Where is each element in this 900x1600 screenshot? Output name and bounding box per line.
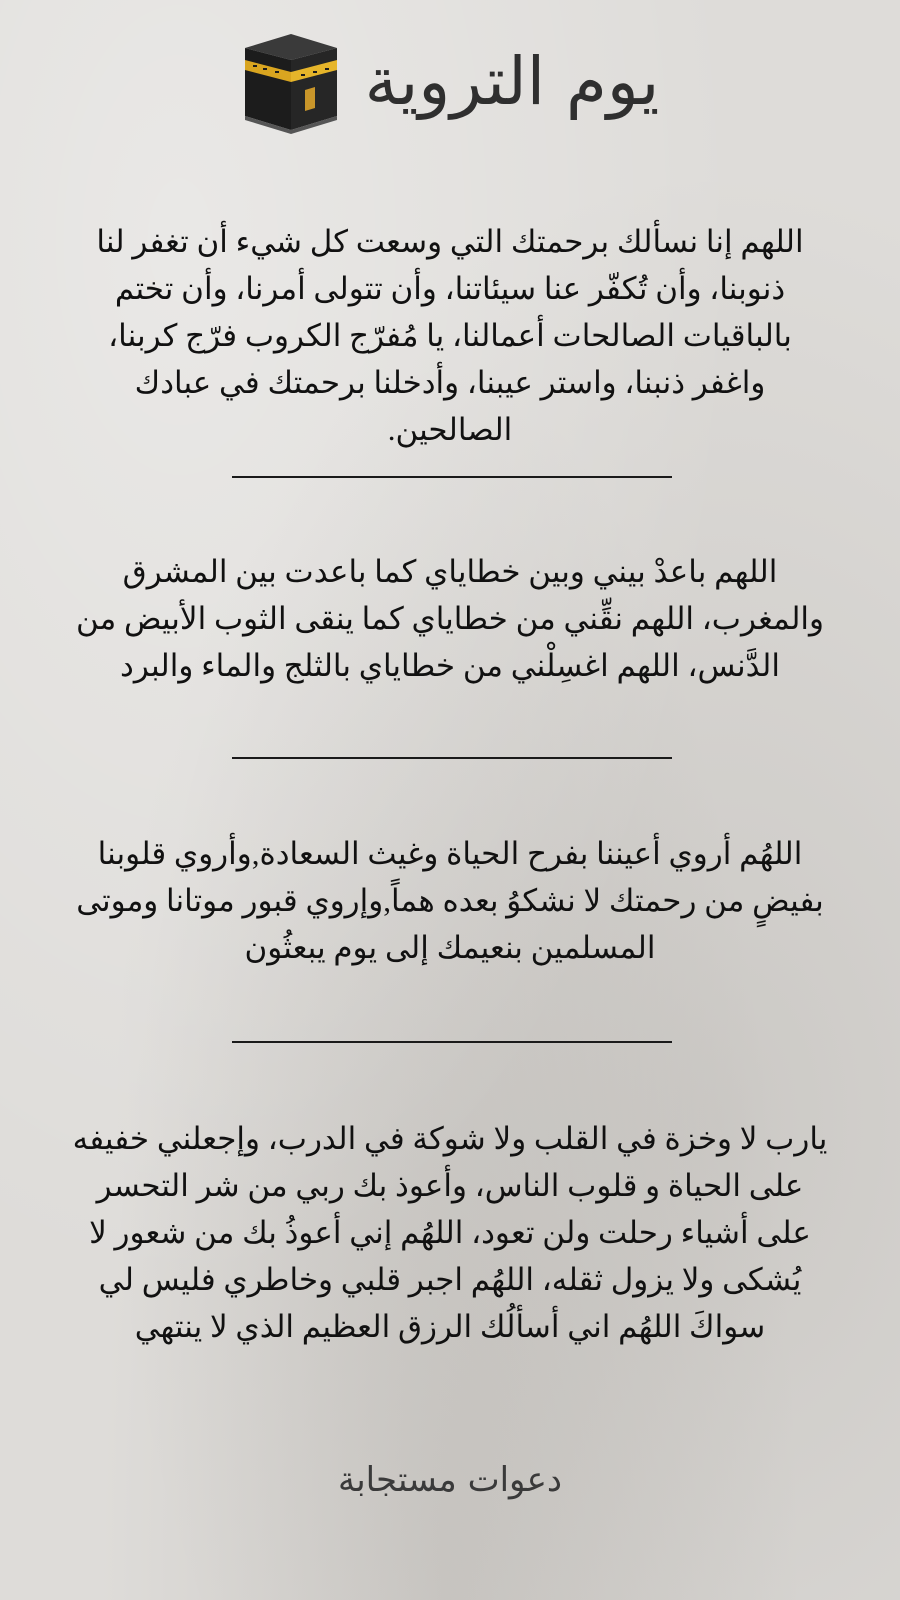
header xyxy=(0,22,900,142)
page-title: يوم التروية xyxy=(364,43,660,120)
dua-paragraph-3: اللهُم أروي أعيننا بفرح الحياة وغيث السعادة,وأروي قلوبنا بفيضٍ من رحمتك لا نشكوُ بعده هماً,وإروي قبور موتانا وموتى المسلمين بنعيمك إلى يوم يبعثُون xyxy=(76,836,824,965)
dua-paragraph-2: اللهم باعدْ بيني وبين خطاياي كما باعدت بين المشرق والمغرب، اللهم نقِّني من خطاياي كما ينقى الثوب الأبيض من الدَّنس، اللهم اغسِلْني من خطاياي بالثلج والماء والبرد xyxy=(76,554,824,683)
kaaba-icon xyxy=(241,30,341,134)
dua-paragraph-1: اللهم إنا نسألك برحمتك التي وسعت كل شيء أن تغفر لنا ذنوبنا، وأن تُكفّر عنا سيئاتنا، وأن تتولى أمرنا، وأن تختم بالباقيات الصالحات أعمالنا، يا مُفرّج الكروب فرّج كربنا، واغفر ذنبنا، واستر عيبنا، وأدخلنا برحمتك في عبادك الصالحين. xyxy=(96,224,804,447)
separator-line xyxy=(232,476,672,478)
separator-line xyxy=(232,1041,672,1043)
dua-paragraph-4: يارب لا وخزة في القلب ولا شوكة في الدرب، وإجعلني خفيفه على الحياة و قلوب الناس، وأعوذ بك ربي من شر التحسر على أشياء رحلت ولن تعود، اللهُم إني أعوذُ بك من شعور لا يُشكى ولا يزول ثقله، اللهُم اجبر قلبي وخاطري فليس لي سواكَ اللهُم اني أسألُك الرزق العظيم الذي لا ينتهي xyxy=(72,1121,828,1344)
footer-signature: دعوات مستجابة xyxy=(337,1460,563,1500)
separator-line xyxy=(232,757,672,759)
